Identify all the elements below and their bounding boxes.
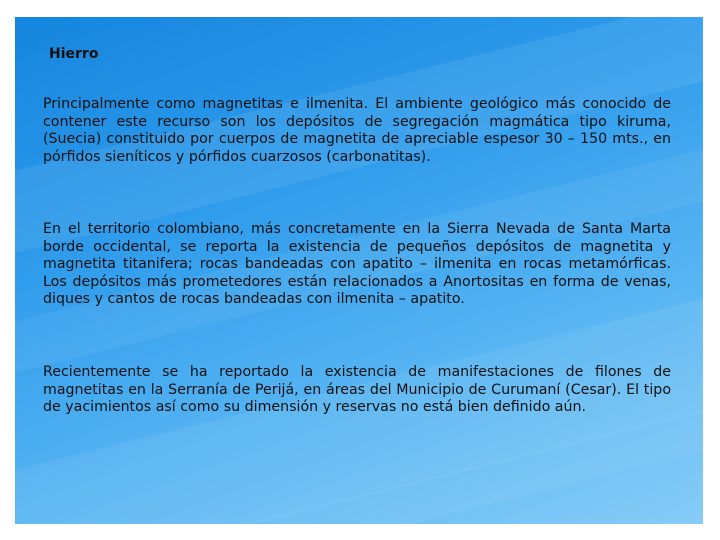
paragraph-1: Principalmente como magnetitas e ilmenita. El ambiente geológico más conocido de contener este recurso son los depósitos de segregación magmática tipo kiruma, (Suecia) constituido por cuerpos de magnetita de apreciable espesor 30 – 150 mts., en pórfidos sieníticos y pórfidos cuarzosos (carbonatitas). [43,96,671,165]
slide-title: Hierro [49,46,99,62]
paragraph-2: En el territorio colombiano, más concretamente en la Sierra Nevada de Santa Marta borde occidental, se reporta la existencia de pequeños depósitos de magnetita y magnetita titanifera; rocas bandeadas con apatito – ilmenita en rocas metamórficas. Los depósitos más prometedores están relacionados a Anortositas en forma de venas, diques y cantos de rocas bandeadas con ilmenita – apatito. [43,221,671,308]
paragraph-3: Recientemente se ha reportado la existencia de manifestaciones de filones de magnetitas en la Serranía de Perijá, en áreas del Municipio de Curumaní (Cesar). El tipo de yacimientos así como su dimensión y reservas no está bien definido aún. [43,364,671,416]
